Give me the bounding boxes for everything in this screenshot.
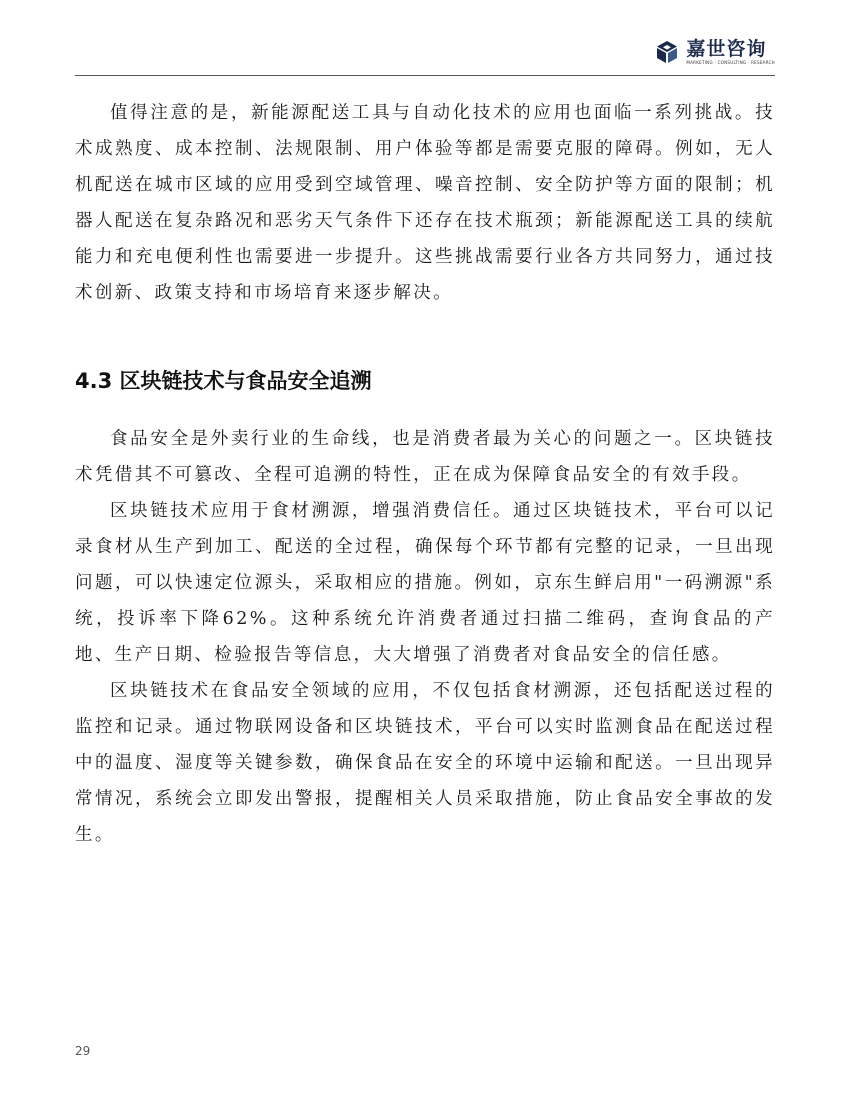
brand-logo-icon <box>654 39 680 65</box>
paragraph-food-safety-intro: 食品安全是外卖行业的生命线，也是消费者最为关心的问题之一。区块链技术凭借其不可篡改、全程可追溯的特性，正在成为保障食品安全的有效手段。 <box>75 429 775 485</box>
page-body <box>75 95 775 853</box>
paragraph-monitoring: 区块链技术在食品安全领域的应用，不仅包括食材溯源，还包括配送过程的监控和记录。通过物联网设备和区块链技术，平台可以实时监测食品在配送过程中的温度、湿度等关键参数，确保食品在安全的环境中运输和配送。一旦出现异常情况，系统会立即发出警报，提醒相关人员采取措施，防止食品安全事故的发生。 <box>75 681 775 845</box>
brand-name: 嘉世咨询 <box>686 38 767 60</box>
paragraph-traceability: 区块链技术应用于食材溯源，增强消费信任。通过区块链技术，平台可以记录食材从生产到加工、配送的全过程，确保每个环节都有完整的记录，一旦出现问题，可以快速定位源头，采取相应的措施。例如，京东生鲜启用"一码溯源"系统，投诉率下降62%。这种系统允许消费者通过扫描二维码，查询食品的产地、生产日期、检验报告等信息，大大增强了消费者对食品安全的信任感。 <box>75 501 775 665</box>
page-header <box>75 30 775 76</box>
section-heading: 4.3 区块链技术与食品安全追溯 <box>75 369 372 393</box>
brand-logo <box>654 36 775 68</box>
paragraph-challenges: 值得注意的是，新能源配送工具与自动化技术的应用也面临一系列挑战。技术成熟度、成本控制、法规限制、用户体验等都是需要克服的障碍。例如，无人机配送在城市区域的应用受到空域管理、噪音控制、安全防护等方面的限制；机器人配送在复杂路况和恶劣天气条件下还存在技术瓶颈；新能源配送工具的续航能力和充电便利性也需要进一步提升。这些挑战需要行业各方共同努力，通过技术创新、政策支持和市场培育来逐步解决。 <box>75 103 775 303</box>
brand-tagline: MARKETING · CONSULTING · RESEARCH <box>686 60 775 65</box>
page-number: 29 <box>75 1044 91 1058</box>
